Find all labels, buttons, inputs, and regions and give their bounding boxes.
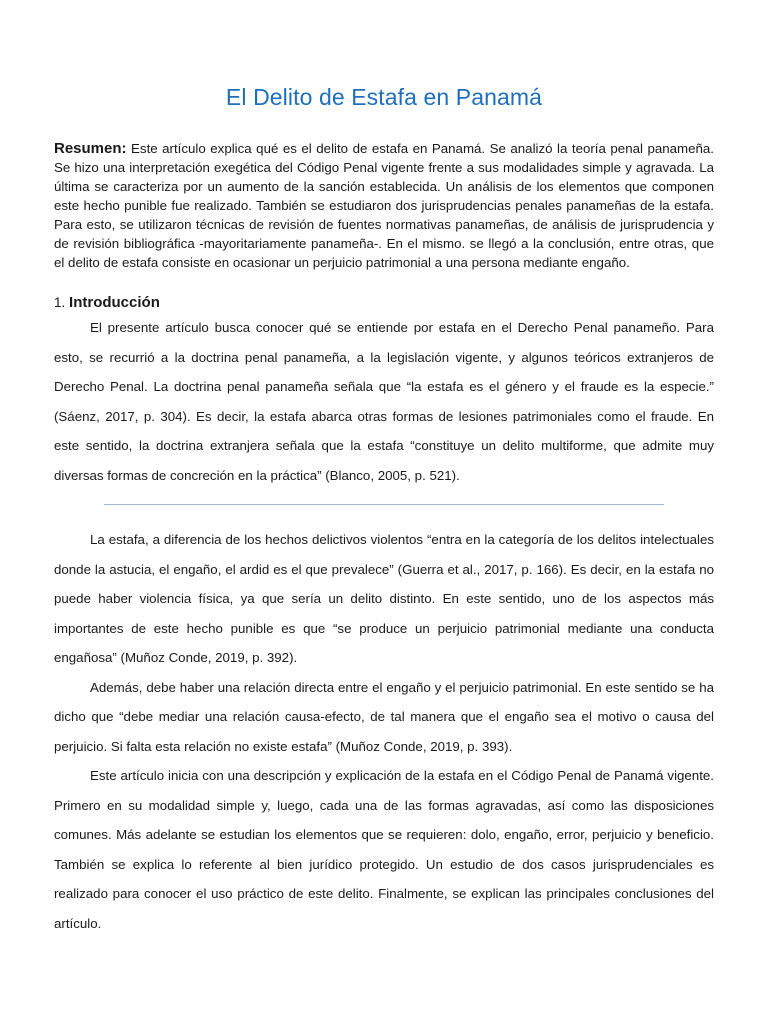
document-title: El Delito de Estafa en Panamá [225, 84, 543, 110]
abstract [54, 139, 714, 272]
section-heading [54, 294, 714, 311]
abstract-text: Este artículo explica qué es el delito de estafa en Panamá. Se analizó la teoría penal panameña. Se hizo una interpretación exegética del Código Penal vigente frente a sus modalidades simple y agravada. La última se caracteriza por un aumento de la sanción establecida. Un análisis de los elementos que componen este hecho punible fue realizado. También se estudiaron dos jurisprudencias penales panameñas de la estafa. Para esto, se utilizaron técnicas de revisión de fuentes normativas panameñas, de análisis de jurisprudencia y de revisión bibliográfica -mayoritariamente panameña-. En el mismo. se llegó a la conclusión, entre otras, que el delito de estafa consiste en ocasionar un perjuicio patrimonial a una persona mediante engaño. [54, 141, 714, 270]
paragraph: El presente artículo busca conocer qué se entiende por estafa en el Derecho Penal panameño. Para esto, se recurrió a la doctrina penal panameña, a la legislación vigente, y algunos teóricos extranjeros de Derecho Penal. La doctrina penal panameña señala que “la estafa es el género y el fraude es la especie.” (Sáenz, 2017, p. 304). Es decir, la estafa abarca otras formas de lesiones patrimoniales como el fraude. En este sentido, la doctrina extranjera señala que la estafa “constituye un delito multiforme, que admite muy diversas formas de concreción en la práctica” (Blanco, 2005, p. 521). [54, 320, 714, 483]
body-after-divider [54, 525, 714, 938]
body-before-divider [54, 313, 714, 490]
divider [104, 504, 664, 505]
abstract-label: Resumen: [54, 140, 127, 157]
paragraph: Este artículo inicia con una descripción y explicación de la estafa en el Código Penal de Panamá vigente. Primero en su modalidad simple y, luego, cada una de las formas agravadas, así como las disposiciones comunes. Más adelante se estudian los elementos que se requieren: dolo, engaño, error, perjuicio y beneficio. También se explica lo referente al bien jurídico protegido. Un estudio de dos casos jurisprudenciales es realizado para conocer el uso práctico de este delito. Finalmente, se explican las principales conclusiones del artículo. [54, 768, 714, 931]
section-title: Introducción [69, 294, 160, 311]
paragraph: Además, debe haber una relación directa entre el engaño y el perjuicio patrimonial. En este sentido se ha dicho que “debe mediar una relación causa-efecto, de tal manera que el engaño sea el motivo o causa del perjuicio. Si falta esta relación no existe estafa” (Muñoz Conde, 2019, p. 393). [54, 679, 714, 754]
section-number: 1. [54, 295, 66, 310]
paragraph: La estafa, a diferencia de los hechos delictivos violentos “entra en la categoría de los delitos intelectuales donde la astucia, el engaño, el ardid es el que prevalece” (Guerra et al., 2017, p. 166). Es decir, en la estafa no puede haber violencia física, ya que sería un delito distinto. En este sentido, uno de los aspectos más importantes de este hecho punible es que “se produce un perjuicio patrimonial mediante una conducta engañosa” (Muñoz Conde, 2019, p. 392). [54, 532, 714, 665]
